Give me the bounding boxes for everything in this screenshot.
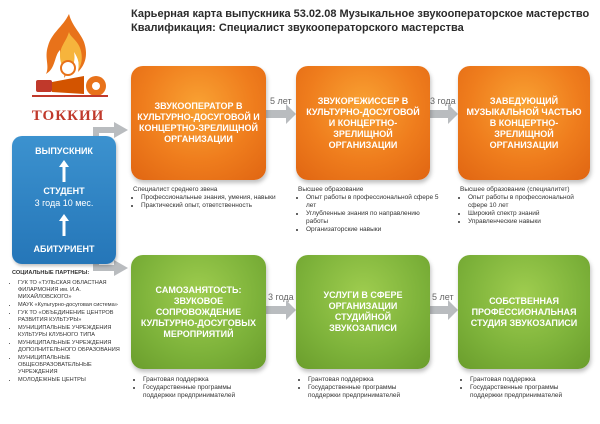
description-item: • Углубленные знания по направлению работы	[306, 210, 443, 226]
gap-label: 3 года	[268, 292, 294, 302]
description-item: • Государственные программы поддержки предпринимателей	[308, 384, 430, 400]
description-item: • Государственные программы поддержки предпринимателей	[143, 384, 265, 400]
partner-item: • МУНИЦИПАЛЬНЫЕ УЧРЕЖДЕНИЯ КУЛЬТУРЫ КЛУБНОГО ТИПА	[18, 325, 124, 339]
career-box-self-employment	[131, 255, 266, 369]
student-duration: 3 года 10 мес.	[34, 198, 94, 208]
career-description	[300, 376, 430, 400]
career-box-label: ЗАВЕДУЮЩИЙ МУЗЫКАЛЬНОЙ ЧАСТЬЮ В КОНЦЕРТНО-ЗРЕЛИЩНОЙ ОРГАНИЗАЦИИ	[466, 95, 582, 150]
description-item: • Грантовая поддержка	[143, 376, 265, 384]
description-title: Высшее образование	[298, 186, 364, 193]
student-label: СТУДЕНТ	[43, 186, 85, 196]
graduate-label: ВЫПУСКНИК	[35, 146, 93, 156]
partner-item: • ГУК ТО «ОБЪЕДИНЕНИЕ ЦЕНТРОВ РАЗВИТИЯ КУЛЬТУРЫ»	[18, 310, 124, 324]
career-box-sound-director	[296, 66, 430, 180]
career-description	[135, 376, 265, 400]
career-description	[298, 186, 443, 234]
career-box-label: САМОЗАНЯТОСТЬ: ЗВУКОВОЕ СОПРОВОЖДЕНИЕ КУЛЬТУРНО-ДОСУГОВЫХ МЕРОПРИЯТИЙ	[140, 284, 257, 339]
description-item: • Профессиональные знания, умения, навыки	[141, 194, 283, 202]
career-description	[133, 186, 283, 210]
career-description	[460, 186, 594, 226]
career-box-label: УСЛУГИ В СФЕРЕ ОРГАНИЗАЦИИ СТУДИЙНОЙ ЗВУКОЗАПИСИ	[323, 290, 403, 333]
description-title: Высшее образование (специалитет)	[460, 186, 570, 193]
description-item: • Практический опыт, ответственность	[141, 202, 283, 210]
career-description	[462, 376, 592, 400]
career-box-sound-operator	[131, 66, 266, 180]
page-title: Карьерная карта выпускника 53.02.08 Музыкальное звукооператорское мастерство	[131, 8, 590, 20]
partner-item: • МУНИЦИПАЛЬНЫЕ ОБЩЕОБРАЗОВАТЕЛЬНЫЕ УЧРЕЖДЕНИЯ	[18, 355, 124, 376]
description-item: • Управленческие навыки	[468, 218, 594, 226]
career-box-label: ЗВУКОРЕЖИССЕР В КУЛЬТУРНО-ДОСУГОВОЙ И КОНЦЕРТНО-ЗРЕЛИЩНОЙ ОРГАНИЗАЦИИ	[306, 95, 420, 150]
gap-label: 5 лет	[432, 292, 454, 302]
career-box-label: СОБСТВЕННАЯ ПРОФЕССИОНАЛЬНАЯ СТУДИЯ ЗВУКОЗАПИСИ	[470, 295, 578, 328]
partner-item: • ГУК ТО «ТУЛЬСКАЯ ОБЛАСТНАЯ ФИЛАРМОНИЯ им. И.А. МИХАЙЛОВСКОГО»	[18, 280, 124, 301]
arrow-bottom-2	[430, 300, 458, 320]
partner-item: • МОЛОДЕЖНЫЕ ЦЕНТРЫ	[18, 377, 124, 384]
logo-text: ТОККИИ	[31, 108, 105, 124]
up-arrow-icon	[59, 214, 69, 236]
applicant-label: АБИТУРИЕНТ	[33, 244, 95, 254]
description-item: • Грантовая поддержка	[470, 376, 592, 384]
arrow-bottom-1	[266, 300, 296, 320]
description-item: • Грантовая поддержка	[308, 376, 430, 384]
career-box-studio-services	[296, 255, 430, 369]
description-item: • Опыт работы в профессиональной сфере 5 лет	[306, 194, 443, 210]
description-item: • Государственные программы поддержки предпринимателей	[470, 384, 592, 400]
arrow-top-1	[266, 104, 296, 124]
description-item: • Опыт работы в профессиональной сфере 10 лет	[468, 194, 594, 210]
flame-logo-icon	[22, 10, 116, 110]
partner-item: • МУНИЦИПАЛЬНЫЕ УЧРЕЖДЕНИЯ ДОПОЛНИТЕЛЬНОГО ОБРАЗОВАНИЯ	[18, 340, 124, 354]
logo	[22, 10, 116, 110]
arrow-top-2	[430, 104, 458, 124]
description-item: • Широкий спектр знаний	[468, 210, 594, 218]
gap-label: 3 года	[430, 96, 456, 106]
partners-title: СОЦИАЛЬНЫЕ ПАРТНЕРЫ:	[12, 270, 90, 276]
up-arrow-icon	[59, 160, 69, 182]
career-box-music-head	[458, 66, 590, 180]
education-path-panel	[12, 136, 116, 264]
career-box-label: ЗВУКООПЕРАТОР В КУЛЬТУРНО-ДОСУГОВОЙ И КОНЦЕРТНО-ЗРЕЛИЩНОЙ ОРГАНИЗАЦИИ	[137, 101, 260, 144]
description-item: • Организаторские навыки	[306, 226, 443, 234]
career-box-own-studio	[458, 255, 590, 369]
partner-item: • МАУК «Культурно-досуговая система»	[18, 302, 124, 309]
gap-label: 5 лет	[270, 96, 292, 106]
social-partners	[12, 270, 124, 385]
page-subtitle: Квалификация: Специалист звукооператорского мастерства	[131, 22, 464, 34]
description-title: Специалист среднего звена	[133, 186, 218, 193]
